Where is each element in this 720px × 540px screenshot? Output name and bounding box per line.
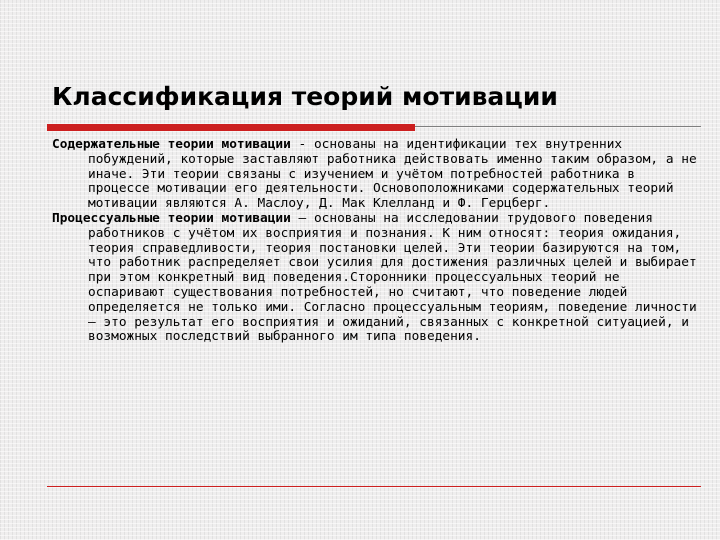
footer-divider (47, 486, 701, 487)
paragraph-process-theories (52, 212, 702, 345)
term-content-theories: Содержательные теории мотивации (52, 137, 291, 152)
text-content-theories: - основаны на идентификации тех внутренних побуждений, которые заставляют работника действовать именно таким образом, а не иначе. Эти теории связаны с изучением и учётом потребностей работника в процессе мотивации его деятельности. Основоположниками содержательных теорий мотивации являются А. Маслоу, Д. Мак Клелланд и Ф. Герцберг. (88, 137, 697, 212)
slide-title: Классификация теорий мотивации (52, 82, 558, 111)
title-accent-bar (47, 124, 415, 131)
slide-body (52, 138, 702, 345)
text-process-theories: – основаны на исследовании трудового поведения работников с учётом их восприятия и познания. К ним относят: теория ожидания, теория справедливости, теория постановки целей. Эти теории базируются на том, что работник распределяет свои усилия для достижения различных целей и выбирает при этом конкретный вид поведения.Сторонники процессуальных теорий не оспаривают существования потребностей, но считают, что поведение людей определяется не только ими. Согласно процессуальным теориям, поведение личности – это результат его восприятия и ожиданий, связанных с конкретной ситуацией, и возможных последствий выбранного им типа поведения. (88, 210, 697, 345)
term-process-theories: Процессуальные теории мотивации (52, 210, 291, 226)
paragraph-content-theories (52, 138, 702, 212)
